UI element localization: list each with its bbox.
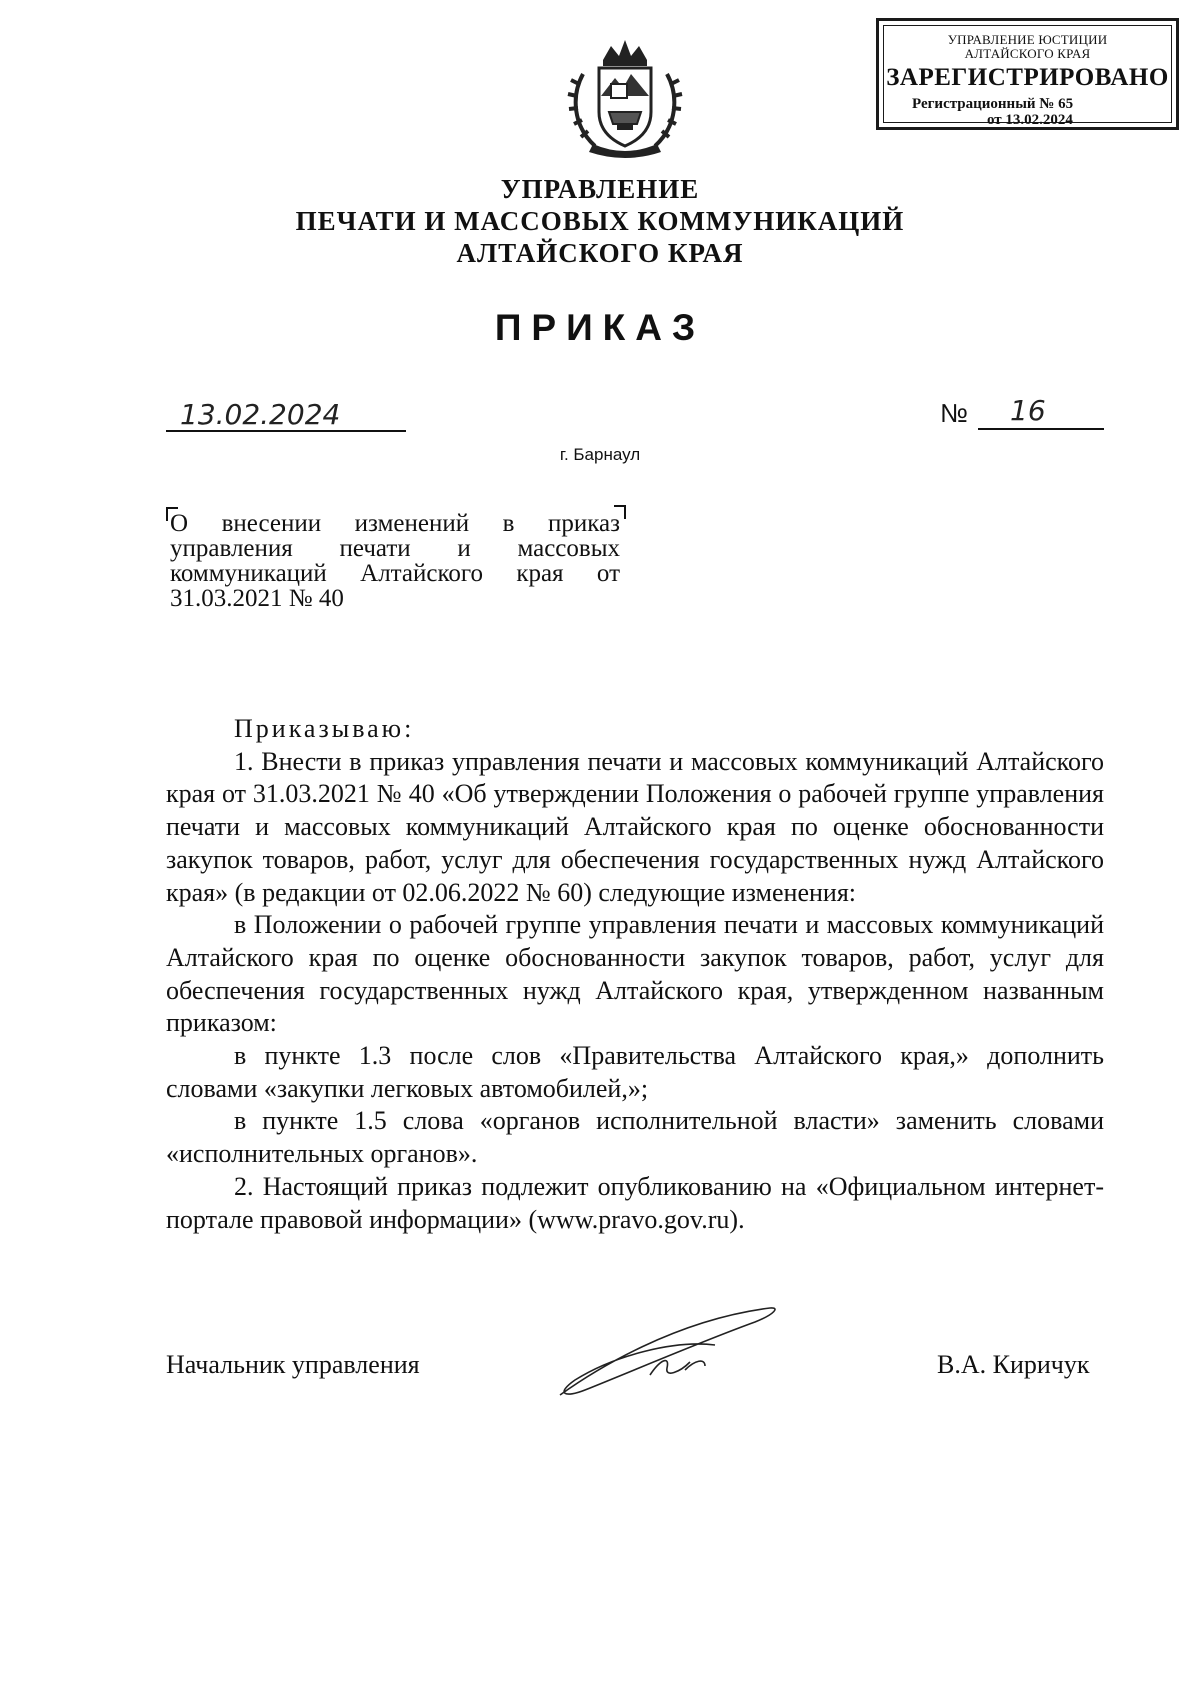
body-paragraph: 2. Настоящий приказ подлежит опубликованию на «Официальном интернет-портале правовой информации» (www.pravo.gov.ru).: [166, 1171, 1104, 1234]
coat-of-arms-icon: [565, 34, 685, 158]
number-underline: [978, 428, 1104, 430]
body-paragraph: Приказываю:: [234, 714, 415, 743]
stamp-authority-line2: АЛТАЙСКОГО КРАЯ: [964, 46, 1091, 61]
subject-line: управления печати и массовых: [170, 535, 620, 562]
signer-name: В.А. Киричук: [937, 1350, 1090, 1379]
stamp-reg-number: Регистрационный № 65: [912, 96, 1074, 112]
signer-position: Начальник управления: [166, 1350, 420, 1379]
order-subject: [170, 511, 620, 611]
registration-stamp: [876, 18, 1179, 130]
body-paragraph: 1. Внести в приказ управления печати и массовых коммуникаций Алтайского края от 31.03.2021 № 40 «Об утверждении Положения о рабочей группе управления печати и массовых коммуникаций Алтайского края по оценке обоснованности закупок товаров, работ, услуг для обеспечения государственных нужд Алтайского края» (в редакции от 02.06.2022 № 60) следующие изменения:: [166, 746, 1104, 907]
header-line3: АЛТАЙСКОГО КРАЯ: [456, 238, 744, 268]
body-paragraph: в пункте 1.3 после слов «Правительства Алтайского края,» дополнить словами «закупки легковых автомобилей,»;: [166, 1041, 1104, 1103]
stamp-inner-frame: [883, 25, 1172, 128]
city: г. Барнаул: [559, 445, 641, 464]
order-body: [166, 713, 1104, 1236]
header-line1: УПРАВЛЕНИЕ: [500, 174, 700, 204]
body-paragraph: в пункте 1.5 слова «органов исполнительной власти» заменить словами «исполнительных органов».: [166, 1106, 1104, 1169]
subject-line: 31.03.2021 № 40: [170, 585, 344, 612]
stamp-reg-date: от 13.02.2024: [987, 112, 1073, 128]
order-number-label: №: [940, 398, 968, 428]
order-date: 13.02.2024: [180, 398, 341, 431]
order-number: 16: [1010, 394, 1046, 427]
document-type-title: ПРИКАЗ: [494, 307, 706, 348]
handwritten-signature-icon: [555, 1300, 785, 1400]
subject-line: коммуникаций Алтайского края от: [170, 560, 620, 587]
body-paragraph: в Положении о рабочей группе управления печати и массовых коммуникаций Алтайского края по оценке обоснованности закупок товаров, работ, услуг для обеспечения государственных нужд Алтайского края, утвержденном названным приказом:: [166, 910, 1104, 1038]
stamp-authority-line1: УПРАВЛЕНИЕ ЮСТИЦИИ: [947, 32, 1108, 47]
stamp-status: ЗАРЕГИСТРИРОВАНО: [886, 64, 1169, 91]
date-underline: [166, 430, 406, 432]
header-line2: ПЕЧАТИ И МАССОВЫХ КОММУНИКАЦИЙ: [295, 206, 905, 236]
subject-line: О внесении изменений в приказ: [170, 510, 620, 537]
